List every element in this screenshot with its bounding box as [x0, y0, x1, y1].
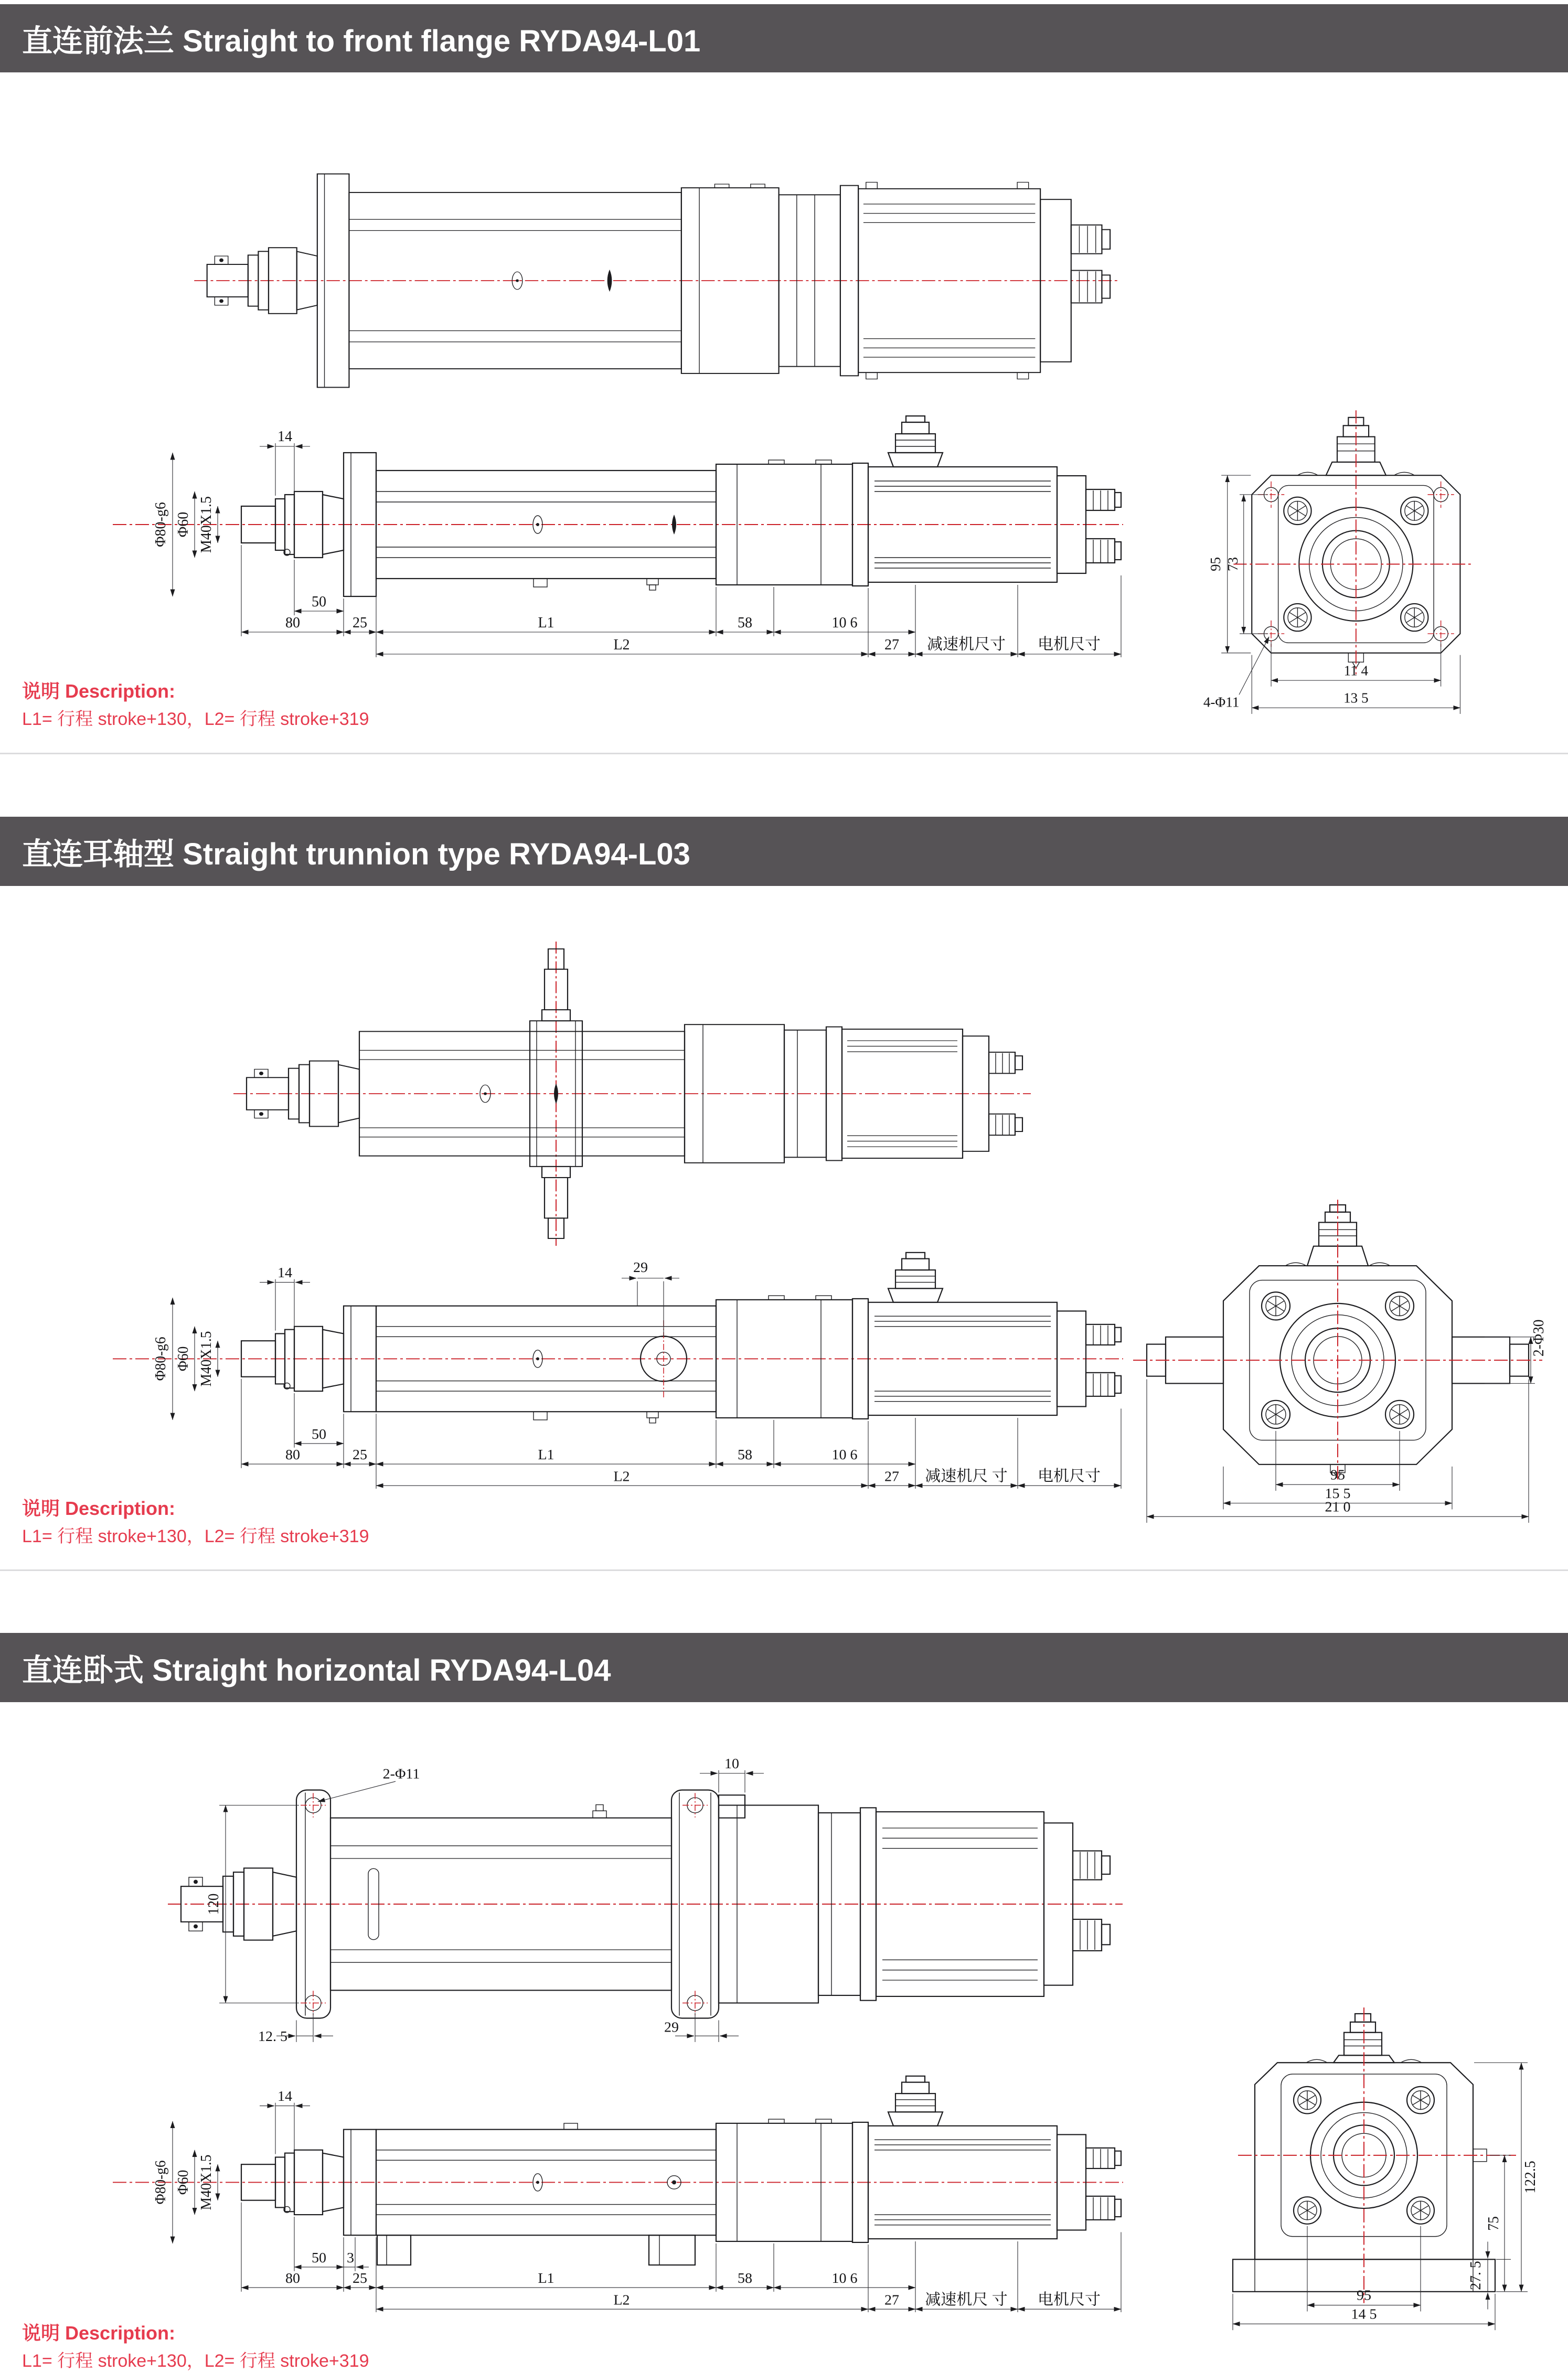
motor-connectors [1073, 1851, 1110, 1951]
drawing-l04-end-view [1180, 2012, 1548, 2345]
dim-label-14: 14 [278, 1264, 292, 1280]
dim-label-80: 80 [285, 615, 300, 631]
description-block-l04 [22, 2322, 369, 2372]
dim-label-125: 12. 5 [258, 2028, 287, 2044]
centerlines [1238, 2007, 1516, 2303]
description-label: 说明 Description: [22, 1498, 176, 1519]
dim-label-27: 27 [884, 637, 899, 653]
drawing-l03-dimensioned-view [118, 1248, 1125, 1490]
dim-label-106: 10 6 [831, 1446, 858, 1463]
dim-label-210: 21 0 [1325, 1499, 1351, 1515]
dim-label-27: 27 [884, 1468, 899, 1484]
dim-label-m40: M40X1.5 [198, 496, 215, 553]
gearbox [681, 184, 840, 373]
dimension-annotations [1233, 2063, 1539, 2330]
dim-label-50: 50 [312, 2249, 326, 2266]
dim-label-29: 29 [664, 2019, 679, 2035]
dim-label-58: 58 [738, 2270, 752, 2286]
description-block-l03 [22, 1497, 369, 1547]
dim-label-135: 13 5 [1343, 690, 1369, 706]
section-title-l01: 直连前法兰 Straight to front flange RYDA94-L01 [22, 24, 701, 58]
cylinder-body [330, 1805, 671, 1991]
dim-label-58: 58 [738, 1446, 752, 1463]
motor-top-connector [888, 2076, 943, 2126]
drawing-l01-end-view [1191, 414, 1516, 729]
dim-label-phi80: Φ80-g6 [152, 2160, 169, 2205]
section-divider [0, 753, 1568, 754]
dim-label-3: 3 [347, 2249, 354, 2266]
drawing-l03-end-view [1117, 1204, 1558, 1524]
dim-label-75: 75 [1485, 2216, 1502, 2231]
motor-top-connector [888, 1253, 943, 1302]
description-text: L1= 行程 stroke+130，L2= 行程 stroke+319 [22, 709, 369, 729]
dim-label-motor: 电机尺寸 [1038, 2291, 1101, 2309]
description-block-l01 [22, 680, 369, 730]
dim-label-L1: L1 [538, 615, 554, 631]
dim-label-1225: 122.5 [1522, 2161, 1539, 2194]
dim-label-95: 95 [1330, 1467, 1345, 1483]
dim-label-120: 120 [205, 1893, 222, 1915]
dim-label-27: 27 [884, 2291, 899, 2308]
dim-label-73: 73 [1225, 557, 1241, 572]
dim-label-10: 10 [724, 1755, 739, 1771]
description-text: L1= 行程 stroke+130，L2= 行程 stroke+319 [22, 1526, 369, 1546]
dim-label-145: 14 5 [1351, 2306, 1377, 2323]
description-label: 说明 Description: [22, 2322, 176, 2344]
dim-label-25: 25 [353, 615, 367, 631]
gearbox [716, 1296, 852, 1418]
description-label: 说明 Description: [22, 680, 176, 702]
drawing-l04-dimensioned-view [118, 2072, 1125, 2313]
section-header-l01 [0, 4, 1568, 72]
dim-label-phi60: Φ60 [174, 1346, 191, 1372]
dim-label-14: 14 [278, 2088, 292, 2104]
dim-label-106: 10 6 [831, 2270, 858, 2286]
section-header-l04 [0, 1633, 1568, 1702]
flange-body [1255, 2059, 1487, 2259]
dim-label-motor: 电机尺寸 [1038, 636, 1101, 653]
dim-label-motor: 电机尺寸 [1038, 1468, 1101, 1485]
dim-label-L1: L1 [538, 2270, 554, 2286]
dim-label-reducer: 减速机尺 寸 [925, 2291, 1008, 2309]
drawing-l03-side-view [239, 942, 1026, 1246]
motor-connectors [1071, 225, 1110, 303]
dim-label-14: 14 [278, 429, 292, 445]
dim-label-25: 25 [353, 2270, 367, 2286]
dim-label-m40: M40X1.5 [197, 2154, 215, 2210]
drawing-l04-side-view [173, 1752, 1128, 2056]
dimension-annotations [152, 1259, 1121, 1489]
dimension-annotations [205, 1755, 764, 2044]
dim-label-4phi11: 4-Φ11 [1203, 694, 1240, 710]
dim-label-L2: L2 [613, 637, 630, 653]
cylinder-body [376, 1306, 716, 1423]
dim-label-29: 29 [633, 1259, 648, 1275]
dim-label-reducer: 减速机尺寸 [927, 636, 1006, 653]
dim-label-58: 58 [738, 615, 752, 631]
dim-label-phi60: Φ60 [174, 2170, 191, 2195]
gearbox [716, 2119, 852, 2241]
centerlines [1233, 410, 1473, 674]
dim-label-L2: L2 [613, 1468, 630, 1484]
dim-label-106: 10 6 [831, 615, 858, 631]
section-title-l04: 直连卧式 Straight horizontal RYDA94-L04 [22, 1653, 611, 1687]
motor-connectors [1086, 1324, 1121, 1396]
section-title-l03: 直连耳轴型 Straight trunnion type RYDA94-L03 [22, 837, 690, 871]
dimension-annotations [152, 2088, 1121, 2312]
centerlines [1133, 1200, 1542, 1482]
dim-label-phi80: Φ80-g6 [153, 502, 169, 547]
motor-connectors [1086, 489, 1121, 563]
dim-label-155: 15 5 [1325, 1486, 1351, 1502]
dim-label-114: 11 4 [1343, 663, 1369, 679]
gearbox [716, 460, 852, 585]
dim-label-phi80: Φ80-g6 [152, 1337, 169, 1381]
foot-tabs [377, 2235, 695, 2265]
dim-label-95: 95 [1208, 557, 1224, 572]
dim-label-80: 80 [285, 2270, 300, 2286]
dim-label-80: 80 [285, 1446, 300, 1463]
dim-label-50: 50 [312, 594, 326, 610]
dimension-annotations [1203, 475, 1460, 714]
dim-label-50: 50 [312, 1426, 326, 1443]
description-text: L1= 行程 stroke+130，L2= 行程 stroke+319 [22, 2351, 369, 2371]
drawing-l01-dimensioned-view [118, 412, 1125, 658]
motor-connectors [1086, 2148, 1121, 2220]
section-header-l03 [0, 817, 1568, 886]
dim-label-25: 25 [353, 1446, 367, 1463]
section-divider [0, 1569, 1568, 1571]
drawing-l01-side-view [199, 160, 1112, 401]
dim-label-275: 27. 5 [1467, 2261, 1485, 2290]
dimension-annotations [153, 429, 1121, 657]
dim-label-reducer: 减速机尺 寸 [925, 1468, 1008, 1485]
dim-label-m40: M40X1.5 [197, 1331, 215, 1387]
motor-top-connector [888, 416, 943, 467]
cylinder-body [376, 471, 716, 590]
dim-label-phi60: Φ60 [175, 511, 191, 538]
dim-label-L2: L2 [613, 2291, 630, 2308]
cylinder-body [376, 2123, 716, 2235]
dim-label-2phi11: 2-Φ11 [382, 1765, 420, 1782]
dimension-annotations [1147, 1319, 1547, 1523]
dim-label-L1: L1 [538, 1446, 554, 1463]
dim-label-95: 95 [1357, 2287, 1371, 2304]
dim-label-2phi30: 2-Φ30 [1530, 1319, 1548, 1357]
